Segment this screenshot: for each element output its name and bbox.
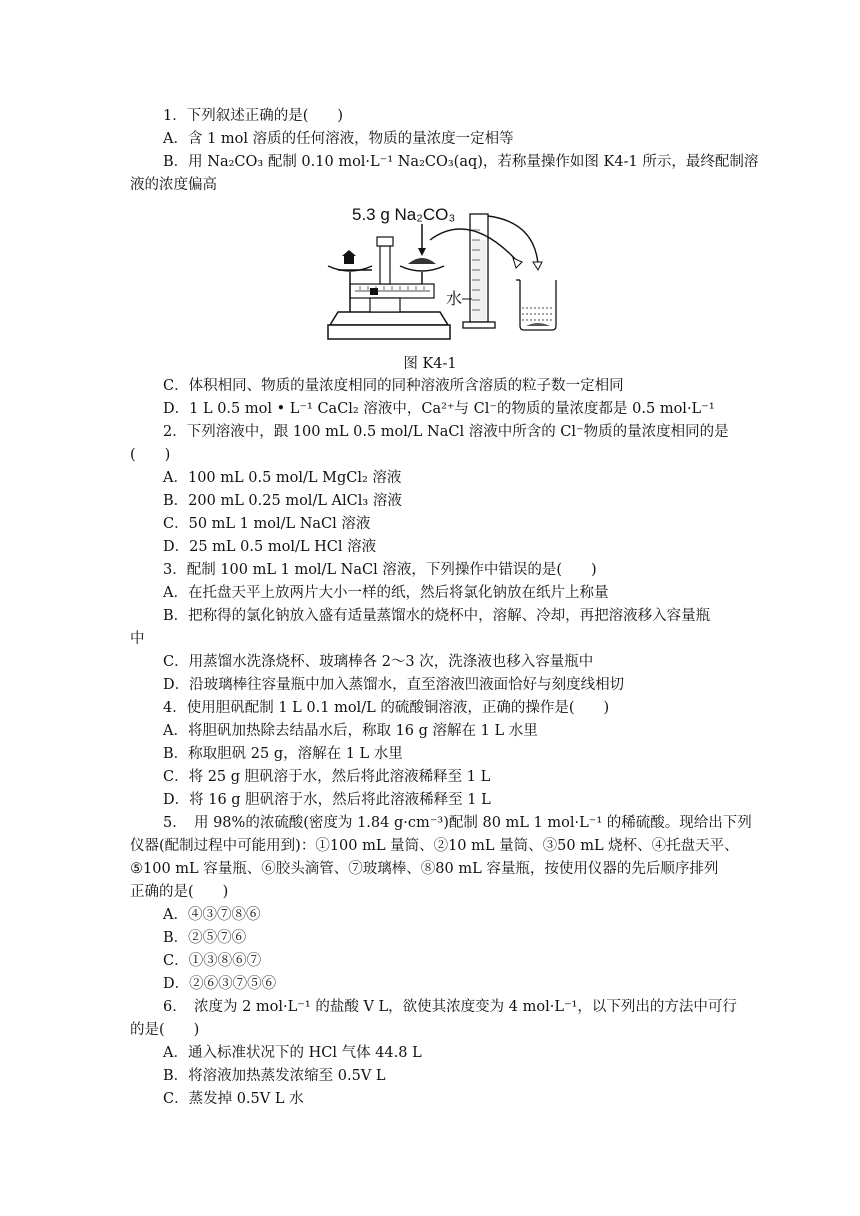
water-label: 水 [446,291,463,308]
q5-option-d: D．②⑥③⑦⑤⑥ [163,976,277,992]
right-pan [400,266,444,271]
weight [344,256,354,264]
balance-pillar [380,246,390,284]
q1-option-c: C．体积相同、物质的量浓度相同的同种溶液所含溶质的粒子数一定相同 [163,378,624,394]
q6-option-b: B．将溶液加热蒸发浓缩至 0.5V L [163,1068,386,1084]
q2-option-c: C．50 mL 1 mol/L NaCl 溶液 [163,516,371,532]
q2-option-d: D．25 mL 0.5 mol/L HCl 溶液 [163,539,377,555]
beaker [520,280,556,330]
q5-option-c: C．①③⑧⑥⑦ [163,953,262,969]
q3-option-b-cont: 中 [130,631,145,647]
sample-heap [408,258,436,264]
q4-option-c: C．将 25 g 胆矾溶于水，然后将此溶液稀释至 1 L [163,769,491,785]
figure-label: 5.3 g Na₂CO₃ [352,205,456,224]
figure-caption: 图 K4-1 [403,356,457,372]
q4-stem: 4．使用胆矾配制 1 L 0.1 mol/L 的硫酸铜溶液，正确的操作是( ) [163,700,610,716]
q2-option-b: B．200 mL 0.25 mol/L AlCl₃ 溶液 [163,493,402,509]
q6-stem: 6． 浓度为 2 mol·L⁻¹ 的盐酸 V L，欲使其浓度变为 4 mol·L⁻¹，以下列出的方法中可行 [163,999,737,1015]
balance-base [330,312,448,325]
q5-stem: 5． 用 98%的浓硫酸(密度为 1.84 g·cm⁻³)配制 80 mL 1 mol·L⁻¹ 的稀硫酸。现给出下列 [163,815,752,831]
q5-option-b: B．②⑤⑦⑥ [163,930,247,946]
q1-stem: 1．下列叙述正确的是( ) [163,108,344,124]
q3-option-a: A．在托盘天平上放两片大小一样的纸，然后将氯化钠放在纸片上称量 [163,585,609,601]
q6-option-a: A．通入标准状况下的 HCl 气体 44.8 L [163,1045,422,1061]
q2-stem: 2．下列溶液中，跟 100 mL 0.5 mol/L NaCl 溶液中所含的 Cl⁻物质的量浓度相同的是 [163,424,729,440]
q1-option-b: B．用 Na₂CO₃ 配制 0.10 mol·L⁻¹ Na₂CO₃(aq)，若称量操作如图 K4-1 所示，最终配制溶 [163,154,759,170]
figure-k4-1 [320,200,560,348]
q2-stem-cont: ( ) [130,447,171,463]
q5-option-a: A．④③⑦⑧⑥ [163,907,261,923]
q4-option-b: B．称取胆矾 25 g，溶解在 1 L 水里 [163,746,403,762]
q4-option-a: A．将胆矾加热除去结晶水后，称取 16 g 溶解在 1 L 水里 [163,723,538,739]
balance-diagram [320,200,560,348]
q3-option-b: B．把称得的氯化钠放入盛有适量蒸馏水的烧杯中，溶解、冷却，再把溶液移入容量瓶 [163,608,711,624]
q3-option-d: D．沿玻璃棒往容量瓶中加入蒸馏水，直至溶液凹液面恰好与刻度线相切 [163,677,625,693]
q1-option-d: D．1 L 0.5 mol • L⁻¹ CaCl₂ 溶液中，Ca²⁺与 Cl⁻的物质的量浓度都是 0.5 mol·L⁻¹ [163,401,715,417]
q4-option-d: D．将 16 g 胆矾溶于水，然后将此溶液稀释至 1 L [163,792,491,808]
q3-option-c: C．用蒸馏水洗涤烧杯、玻璃棒各 2～3 次，洗涤液也移入容量瓶中 [163,654,594,670]
q3-stem: 3．配制 100 mL 1 mol/L NaCl 溶液，下列操作中错误的是( ) [163,562,597,578]
q6-stem-cont: 的是( ) [130,1022,200,1038]
q6-option-c: C．蒸发掉 0.5V L 水 [163,1091,304,1107]
q5-stem-cont-1: 仪器(配制过程中可能用到)：①100 mL 量筒、②10 mL 量筒、③50 mL 烧杯、④托盘天平、 [130,838,739,854]
label-arrow-head [418,248,426,256]
q5-stem-cont-2: ⑤100 mL 容量瓶、⑥胶头滴管、⑦玻璃棒、⑧80 mL 容量瓶，按使用仪器的先后顺序排列 [130,861,719,877]
q1-option-b-cont: 液的浓度偏高 [130,177,217,193]
q1-option-a: A．含 1 mol 溶质的任何溶液，物质的量浓度一定相等 [163,131,514,147]
q5-stem-cont-3: 正确的是( ) [130,884,229,900]
q2-option-a: A．100 mL 0.5 mol/L MgCl₂ 溶液 [163,470,402,486]
